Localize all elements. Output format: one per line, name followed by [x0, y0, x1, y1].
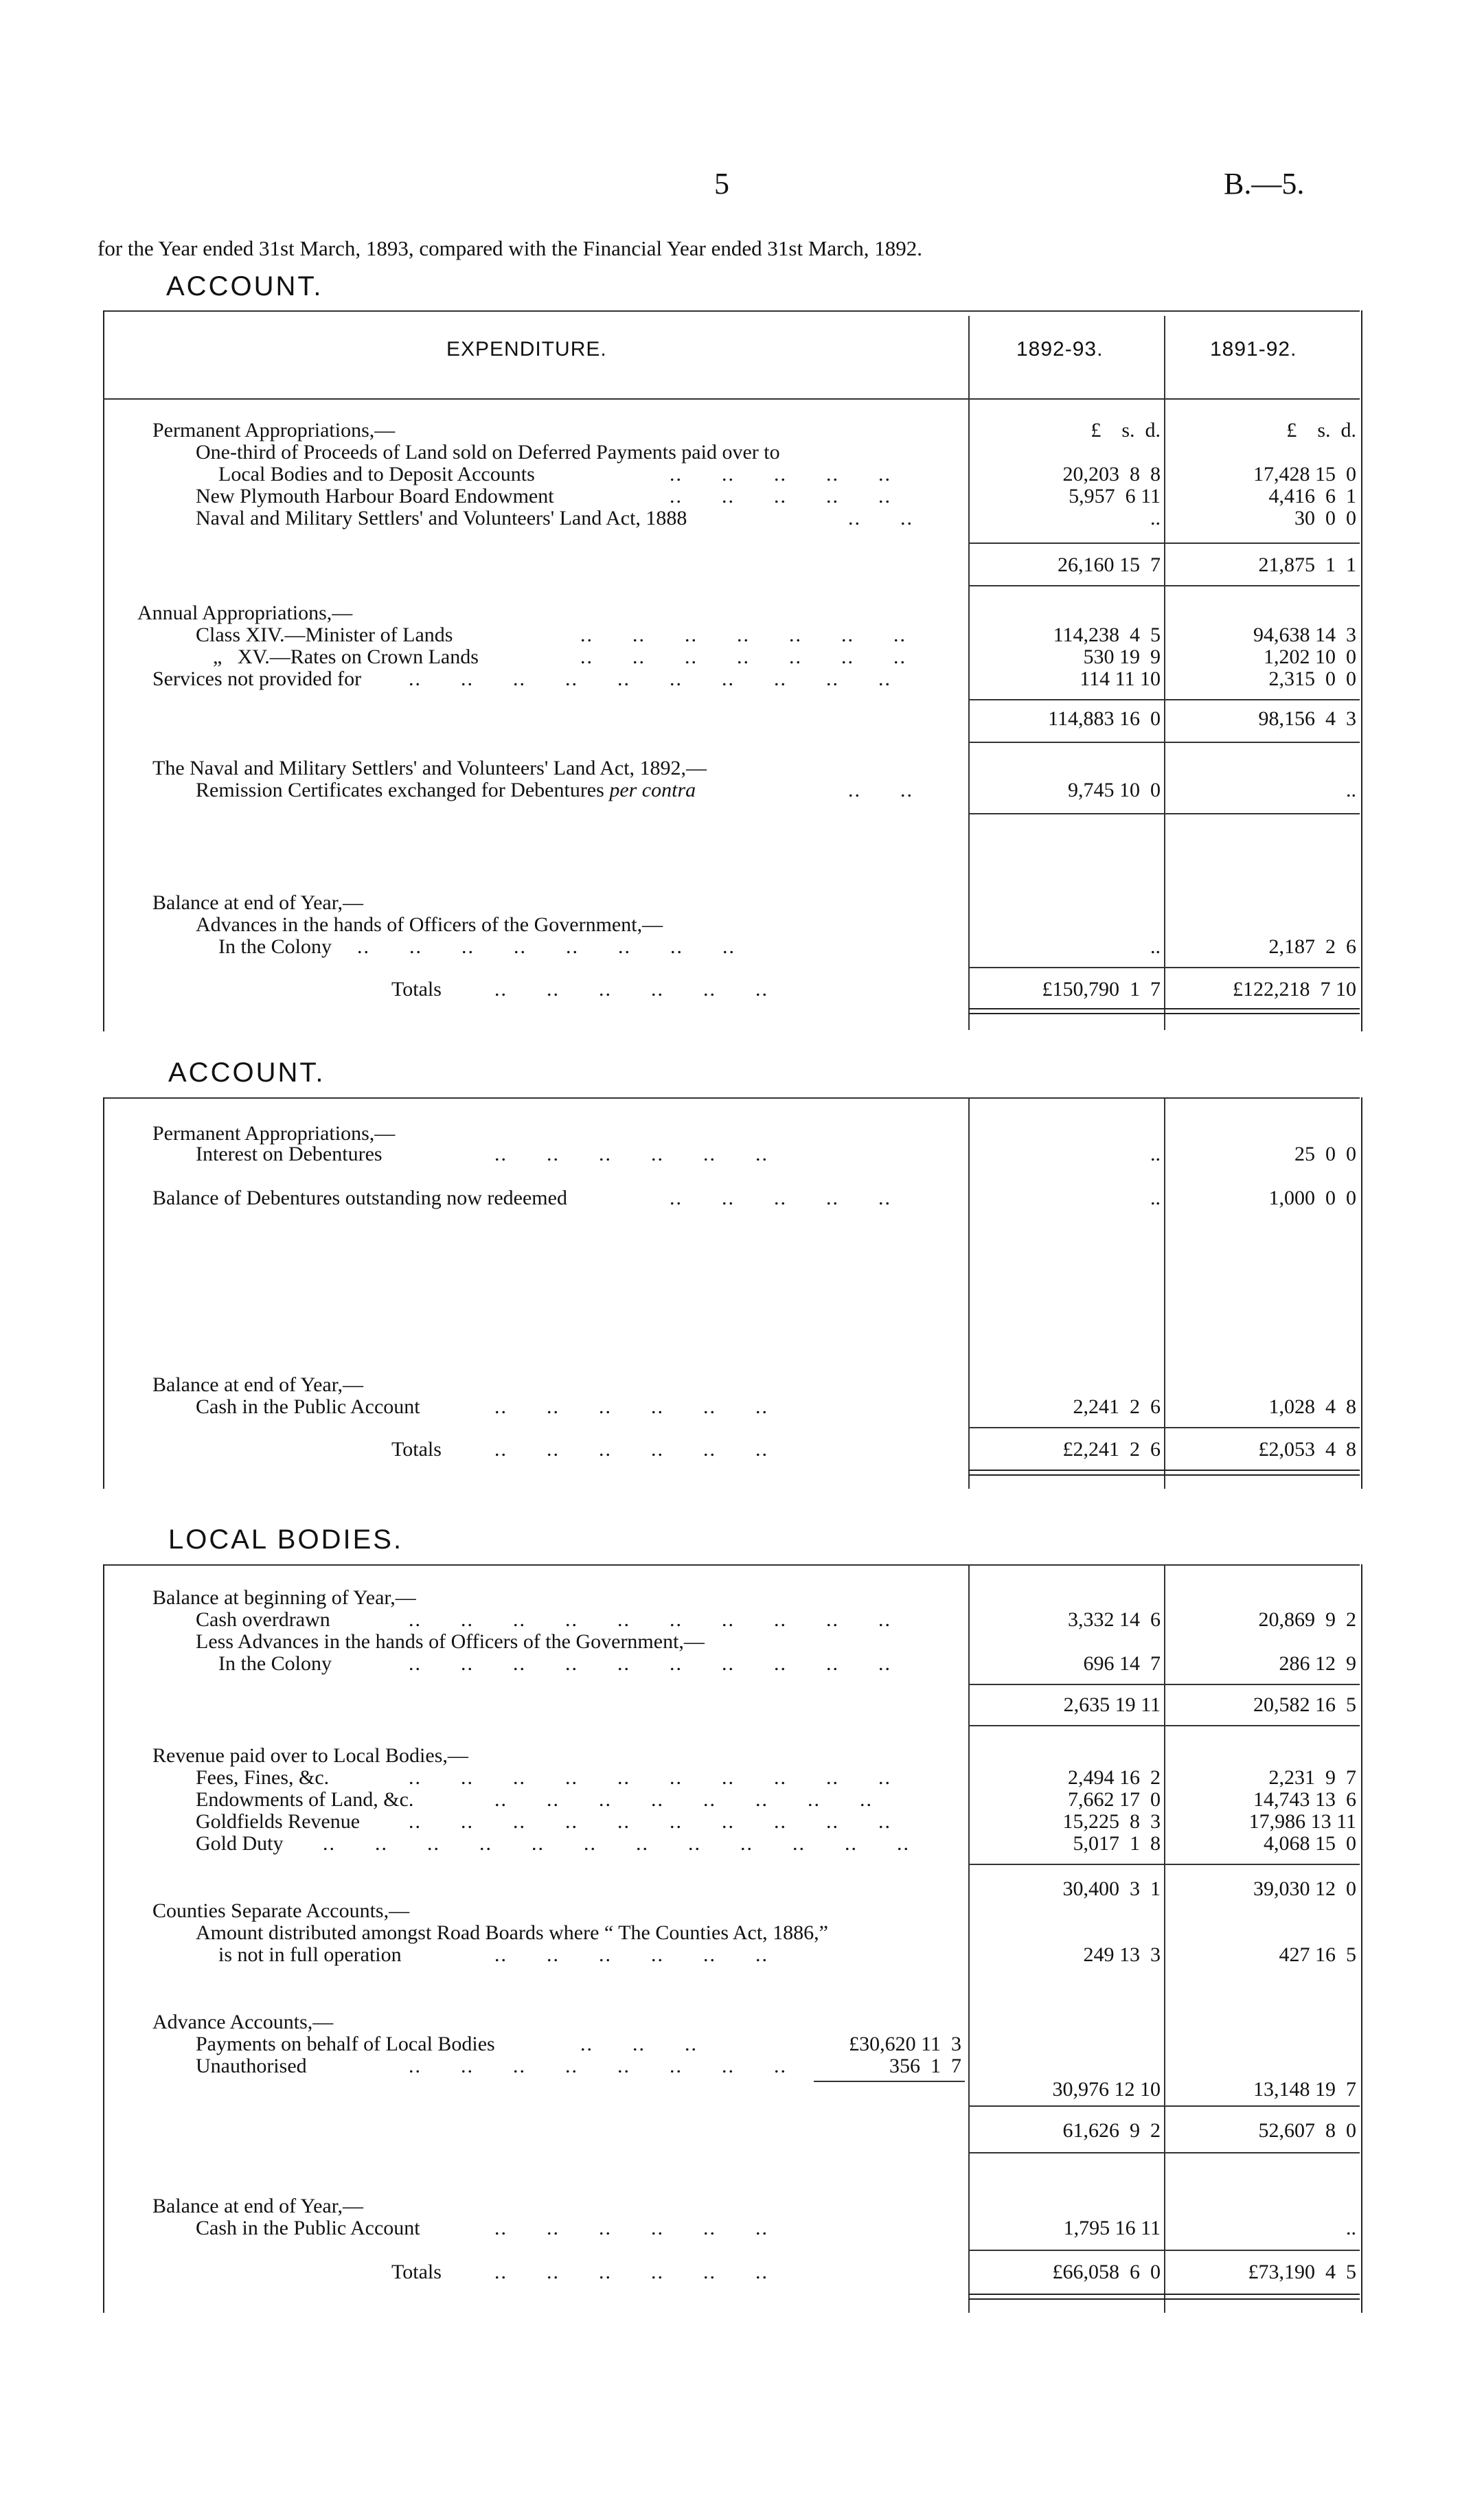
s3-payments-inner: £30,620 11 3 [849, 2033, 961, 2055]
s2-perm-heading: Permanent Appropriations,— [152, 1122, 396, 1145]
s3-endow-line: Endowments of Land, &c. [196, 1788, 414, 1811]
s3-goldfields-1891: 17,986 13 11 [1248, 1810, 1356, 1833]
s3-subtotal-1892: 61,626 9 2 [1062, 2119, 1161, 2142]
perm-line2: Local Bodies and to Deposit Accounts [218, 463, 535, 485]
s3-counties-line2: is not in full operation [218, 1943, 402, 1966]
annual-line3-1892: 114 11 10 [1080, 667, 1161, 690]
naval-1891: .. [1346, 779, 1356, 801]
perm-line3-1892: 5,957 6 11 [1069, 485, 1161, 507]
s2-balance-deb-1892: .. [1150, 1187, 1161, 1209]
s3-golddut-line: Gold Duty [196, 1832, 284, 1855]
annual-line3-1891: 2,315 0 0 [1268, 667, 1356, 690]
s3-endow-1892: 7,662 17 0 [1068, 1788, 1161, 1811]
s3-counties-1891: 427 16 5 [1279, 1943, 1356, 1966]
s3-counties-heading: Counties Separate Accounts,— [152, 1899, 410, 1922]
column-header-1892: 1892-93. [1016, 338, 1104, 361]
naval-line: Remission Certificates exchanged for Debentures per contra [196, 779, 696, 801]
s3-fees-line: Fees, Fines, &c. [196, 1766, 330, 1789]
s3-revenue-heading: Revenue paid over to Local Bodies,— [152, 1744, 468, 1767]
s3-totals-label: Totals [391, 2261, 442, 2283]
s3-counties-1892: 249 13 3 [1083, 1943, 1161, 1966]
currency-header-1891: £ s. d. [1286, 419, 1356, 442]
s3-counties-line1: Amount distributed amongst Road Boards where “ The Counties Act, 1886,” [196, 1921, 828, 1944]
perm-line4-1892: .. [1150, 507, 1161, 529]
bal-line1: Advances in the hands of Officers of the Government,— [196, 913, 663, 936]
s2-totals-1892: £2,241 2 6 [1062, 1438, 1161, 1461]
s3-totals-1892: £66,058 6 0 [1052, 2261, 1161, 2283]
s3-overdrawn-line: Cash overdrawn [196, 1608, 330, 1631]
s3-fees-1892: 2,494 16 2 [1068, 1766, 1161, 1789]
bal-line2: In the Colony [218, 935, 332, 958]
s3-net-1892: 2,635 19 11 [1063, 1693, 1161, 1716]
column-header-1891: 1891-92. [1210, 338, 1297, 361]
perm-line2-1892: 20,203 8 8 [1062, 463, 1161, 485]
naval-1892: 9,745 10 0 [1068, 779, 1161, 801]
s3-payments-line: Payments on behalf of Local Bodies [196, 2033, 495, 2055]
s3-bal-begin-heading: Balance at beginning of Year,— [152, 1586, 416, 1609]
s3-revenue-total-1891: 39,030 12 0 [1253, 1877, 1356, 1900]
currency-header-1892: £ s. d. [1091, 419, 1161, 442]
section2-title: ACCOUNT. [168, 1058, 326, 1088]
s3-advance-1891: 13,148 19 7 [1253, 2078, 1356, 2101]
s3-totals-1891: £73,190 4 5 [1248, 2261, 1356, 2283]
annual-line2: „ XV.—Rates on Crown Lands [213, 645, 479, 668]
s3-goldfields-line: Goldfields Revenue [196, 1810, 361, 1833]
column-header-expenditure: EXPENDITURE. [446, 338, 607, 361]
perm-line1: One-third of Proceeds of Land sold on Deferred Payments paid over to [196, 441, 780, 464]
s2-totals-label: Totals [391, 1438, 442, 1461]
s2-interest-1891: 25 0 0 [1294, 1143, 1356, 1165]
page-number: 5 [714, 167, 729, 201]
s3-overdrawn-1892: 3,332 14 6 [1068, 1608, 1161, 1631]
s3-advance-heading: Advance Accounts,— [152, 2011, 334, 2033]
s2-interest-1892: .. [1150, 1143, 1161, 1165]
bal-1891: 2,187 2 6 [1268, 935, 1356, 958]
intro-line: for the Year ended 31st March, 1893, compared with the Financial Year ended 31st March, 1892. [98, 236, 922, 260]
annual-line2-1892: 530 19 9 [1083, 645, 1161, 668]
totals-1892: £150,790 1 7 [1042, 978, 1161, 1001]
s3-unauth-inner: 356 1 7 [889, 2055, 961, 2077]
s3-cash-1892: 1,795 16 11 [1063, 2217, 1161, 2239]
bal-1892: .. [1150, 935, 1161, 958]
s3-cash-1891: .. [1346, 2217, 1356, 2239]
s2-balance-deb-1891: 1,000 0 0 [1268, 1187, 1356, 1209]
annual-line1-1892: 114,238 4 5 [1053, 624, 1161, 646]
annual-total-1892: 114,883 16 0 [1048, 707, 1161, 730]
s3-goldfields-1892: 15,225 8 3 [1062, 1810, 1161, 1833]
s3-colony-line: In the Colony [218, 1652, 332, 1675]
s3-less-adv-line: Less Advances in the hands of Officers of the Government,— [196, 1630, 705, 1653]
perm-line3: New Plymouth Harbour Board Endowment [196, 485, 554, 507]
s3-net-1891: 20,582 16 5 [1253, 1693, 1356, 1716]
s3-golddut-1891: 4,068 15 0 [1264, 1832, 1356, 1855]
annual-line2-1891: 1,202 10 0 [1264, 645, 1356, 668]
annual-heading: Annual Appropriations,— [137, 602, 353, 624]
naval-heading: The Naval and Military Settlers' and Volunteers' Land Act, 1892,— [152, 757, 707, 779]
annual-line1: Class XIV.—Minister of Lands [196, 624, 453, 646]
s2-balance-deb-line: Balance of Debentures outstanding now redeemed [152, 1187, 567, 1209]
s2-bal-heading: Balance at end of Year,— [152, 1373, 364, 1396]
s3-bal-end-heading: Balance at end of Year,— [152, 2195, 364, 2217]
perm-line3-1891: 4,416 6 1 [1268, 485, 1356, 507]
annual-line3: Services not provided for [152, 667, 362, 690]
bal-heading: Balance at end of Year,— [152, 891, 364, 914]
s3-golddut-1892: 5,017 1 8 [1073, 1832, 1161, 1855]
s3-cash-line: Cash in the Public Account [196, 2217, 420, 2239]
s3-advance-1892: 30,976 12 10 [1052, 2078, 1161, 2101]
s2-cash-1891: 1,028 4 8 [1268, 1395, 1356, 1418]
annual-total-1891: 98,156 4 3 [1258, 707, 1356, 730]
perm-heading: Permanent Appropriations,— [152, 419, 396, 442]
s3-unauth-line: Unauthorised [196, 2055, 307, 2077]
s3-revenue-total-1892: 30,400 3 1 [1062, 1877, 1161, 1900]
page-reference: B.—5. [1224, 167, 1305, 201]
s2-interest-line: Interest on Debentures [196, 1143, 383, 1165]
section1-title: ACCOUNT. [166, 271, 323, 301]
section3-title: LOCAL BODIES. [168, 1524, 404, 1555]
naval-italic: per contra [609, 779, 696, 801]
s3-subtotal-1891: 52,607 8 0 [1258, 2119, 1356, 2142]
perm-total-1892: 26,160 15 7 [1058, 553, 1161, 576]
s2-cash-1892: 2,241 2 6 [1073, 1395, 1161, 1418]
perm-line4-1891: 30 0 0 [1294, 507, 1356, 529]
s3-fees-1891: 2,231 9 7 [1268, 1766, 1356, 1789]
totals-1891: £122,218 7 10 [1233, 978, 1356, 1001]
s3-endow-1891: 14,743 13 6 [1253, 1788, 1356, 1811]
annual-line1-1891: 94,638 14 3 [1253, 624, 1356, 646]
perm-line4: Naval and Military Settlers' and Volunteers' Land Act, 1888 [196, 507, 687, 529]
s2-cash-line: Cash in the Public Account [196, 1395, 420, 1418]
perm-total-1891: 21,875 1 1 [1258, 553, 1356, 576]
perm-line2-1891: 17,428 15 0 [1253, 463, 1356, 485]
s3-colony-1892: 696 14 7 [1083, 1652, 1161, 1675]
s3-overdrawn-1891: 20,869 9 2 [1258, 1608, 1356, 1631]
totals-label: Totals [391, 978, 442, 1001]
s3-colony-1891: 286 12 9 [1279, 1652, 1356, 1675]
s2-totals-1891: £2,053 4 8 [1258, 1438, 1356, 1461]
